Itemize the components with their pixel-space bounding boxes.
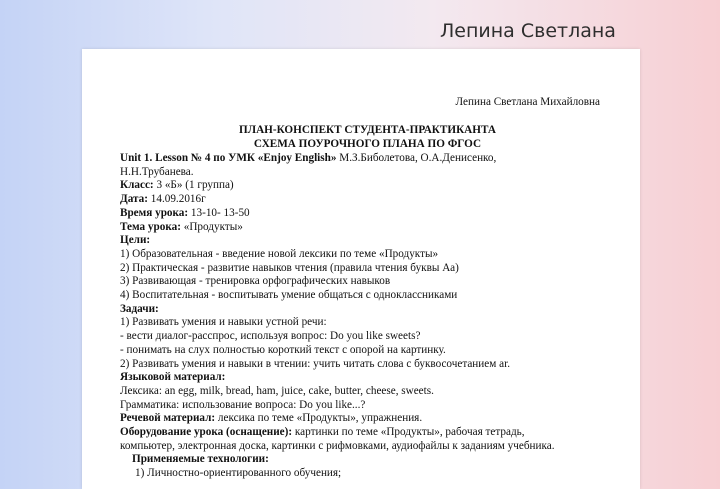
unit-authors: М.З.Биболетова, О.А.Денисенко, xyxy=(336,152,497,164)
unit-label: Unit 1. Lesson № 4 по УМК «Enjoy English» xyxy=(120,152,337,164)
lang-material-heading: Языковой материал: xyxy=(120,371,226,384)
topic-value: «Продукты» xyxy=(180,220,243,233)
task-item: - понимать на слух полностью короткий текст с опорой на картинку. xyxy=(120,343,446,356)
task-item: 2) Развивать умения и навыки в чтении: учить читать слова с буквосочетанием ar. xyxy=(120,357,510,370)
equipment-line xyxy=(120,426,615,440)
topic-line xyxy=(120,221,615,235)
time-value: 13-10- 13-50 xyxy=(188,206,250,219)
speech-line xyxy=(120,412,615,426)
task-item: - вести диалог-расспрос, используя вопрос: Do you like sweets? xyxy=(120,330,421,343)
tech-item: 1) Личностно-ориентированного обучения; xyxy=(135,467,342,480)
tech-heading: Применяемые технологии: xyxy=(132,453,269,466)
document-page xyxy=(82,49,640,489)
date-value: 14.09.2016г xyxy=(147,193,206,206)
task-item: 1) Развивать умения и навыки устной речи: xyxy=(120,316,327,329)
time-line xyxy=(120,207,615,221)
speech-label: Речевой материал: xyxy=(120,412,216,425)
date-line xyxy=(120,193,615,207)
class-label: Класс: xyxy=(120,179,154,192)
class-value: 3 «Б» (1 группа) xyxy=(153,179,234,192)
goal-item: 4) Воспитательная - воспитывать умение общаться с одноклассниками xyxy=(120,289,458,302)
lexis-line: Лексика: an egg, milk, bread, ham, juice, cake, butter, cheese, sweets. xyxy=(120,384,434,397)
unit-line xyxy=(120,152,615,166)
document-body xyxy=(120,152,615,481)
header-author: Лепина Светлана xyxy=(440,20,616,42)
date-label: Дата: xyxy=(120,193,148,206)
equipment-value: картинки по теме «Продукты», рабочая тетрадь, xyxy=(292,426,525,439)
tasks-heading: Задачи: xyxy=(120,302,159,315)
class-line xyxy=(120,179,615,193)
equipment-line-cont: компьютер, электронная доска, картинки с рифмовками, аудиофайлы к заданиям учебника. xyxy=(120,439,555,452)
unit-line-cont: Н.Н.Трубанева. xyxy=(120,165,194,178)
topic-label: Тема урока: xyxy=(120,220,181,233)
goal-item: 3) Развивающая - тренировка орфографических навыков xyxy=(120,275,391,288)
goal-item: 1) Образовательная - введение новой лексики по теме «Продукты» xyxy=(120,247,439,260)
time-label: Время урока: xyxy=(120,206,189,219)
document-author: Лепина Светлана Михайловна xyxy=(455,96,600,108)
title-line-1: ПЛАН-КОНСПЕКТ СТУДЕНТА-ПРАКТИКАНТА xyxy=(239,124,496,136)
document-title xyxy=(120,124,615,151)
grammar-line: Грамматика: использование вопроса: Do you like...? xyxy=(120,398,366,411)
title-line-2: СХЕМА ПОУРОЧНОГО ПЛАНА ПО ФГОС xyxy=(253,137,482,150)
equipment-label: Оборудование урока (оснащение): xyxy=(120,426,293,439)
speech-value: лексика по теме «Продукты», упражнения. xyxy=(215,412,423,425)
goal-item: 2) Практическая - развитие навыков чтения (правила чтения буквы Аа) xyxy=(120,261,459,274)
goals-heading: Цели: xyxy=(120,234,151,247)
